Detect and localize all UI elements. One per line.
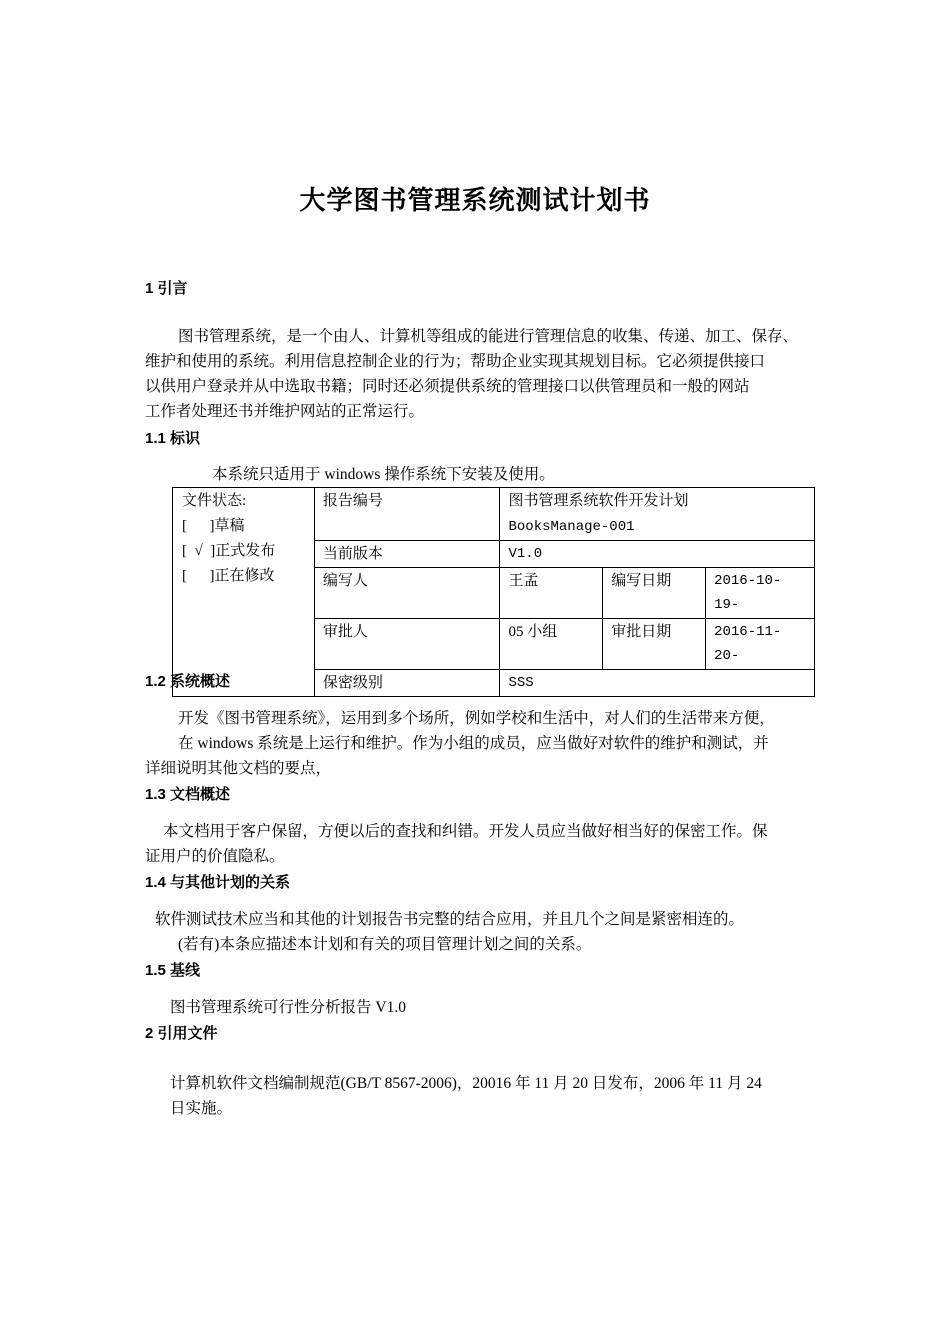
- intro-paragraph-line: 以供用户登录并从中选取书籍；同时还必须提供系统的管理接口以供管理员和一般的网站: [145, 378, 750, 395]
- document-status-cell: [173, 488, 315, 697]
- approver-value: 05 小组: [500, 619, 603, 670]
- status-option-released: [ √ ]正式发布: [182, 543, 276, 559]
- section-heading-baseline: 1.5 基线: [145, 962, 201, 979]
- system-overview-line: 详细说明其他文档的要点，: [145, 760, 332, 777]
- status-title: 文件状态:: [182, 493, 247, 509]
- section-heading-introduction: 1 引言: [145, 280, 188, 297]
- document-info-table: [172, 487, 815, 697]
- author-value: 王孟: [500, 568, 603, 619]
- section-heading-identification: 1.1 标识: [145, 430, 201, 447]
- report-number-label: 报告编号: [314, 488, 500, 541]
- references-line: 日实施。: [170, 1100, 233, 1117]
- section-heading-document-overview: 1.3 文档概述: [145, 786, 231, 803]
- approve-date-value: 2016-11-20-: [706, 619, 815, 670]
- report-number-value: 图书管理系统软件开发计划: [500, 488, 815, 515]
- section-heading-system-overview: 1.2 系统概述: [145, 673, 231, 690]
- intro-paragraph-line: 工作者处理还书并维护网站的正常运行。: [145, 403, 425, 420]
- secret-level-value: SSS: [500, 670, 815, 697]
- approver-label: 审批人: [314, 619, 500, 670]
- relationship-line: (若有)本条应描述本计划和有关的项目管理计划之间的关系。: [178, 936, 592, 953]
- write-date-value: 2016-10-19-: [706, 568, 815, 619]
- document-title: 大学图书管理系统测试计划书: [299, 186, 651, 216]
- intro-paragraph-line: 图书管理系统，是一个由人、计算机等组成的能进行管理信息的收集、传递、加工、保存、: [178, 328, 799, 345]
- section-heading-references: 2 引用文件: [145, 1025, 218, 1042]
- section-heading-relationship: 1.4 与其他计划的关系: [145, 874, 291, 891]
- system-overview-line: 在 windows 系统是上运行和维护。作为小组的成员，应当做好对软件的维护和测试，并: [178, 735, 769, 752]
- references-line: 计算机软件文档编制规范(GB/T 8567-2006)，20016 年 11 月 20 日发布，2006 年 11 月 24: [170, 1075, 762, 1092]
- version-label: 当前版本: [314, 541, 500, 568]
- approve-date-label: 审批日期: [603, 619, 706, 670]
- document-overview-line: 本文档用于客户保留，方便以后的查找和纠错。开发人员应当做好相当好的保密工作。保: [163, 823, 768, 840]
- intro-paragraph-line: 维护和使用的系统。利用信息控制企业的行为；帮助企业实现其规划目标。它必须提供接口: [145, 353, 766, 370]
- baseline-paragraph: 图书管理系统可行性分析报告 V1.0: [170, 999, 406, 1016]
- version-value: V1.0: [500, 541, 815, 568]
- identification-paragraph: 本系统只适用于 windows 操作系统下安装及使用。: [212, 466, 555, 483]
- status-option-draft: [ ]草稿: [182, 518, 245, 534]
- report-number-code: BooksManage-001: [500, 514, 815, 541]
- status-option-modifying: [ ]正在修改: [182, 568, 275, 584]
- write-date-label: 编写日期: [603, 568, 706, 619]
- relationship-line: 软件测试技术应当和其他的计划报告书完整的结合应用，并且几个之间是紧密相连的。: [155, 911, 745, 928]
- system-overview-line: 开发《图书管理系统》，运用到多个场所，例如学校和生活中，对人们的生活带来方便，: [178, 710, 775, 727]
- secret-level-label: 保密级别: [314, 670, 500, 697]
- author-label: 编写人: [314, 568, 500, 619]
- document-overview-line: 证用户的价值隐私。: [145, 848, 285, 865]
